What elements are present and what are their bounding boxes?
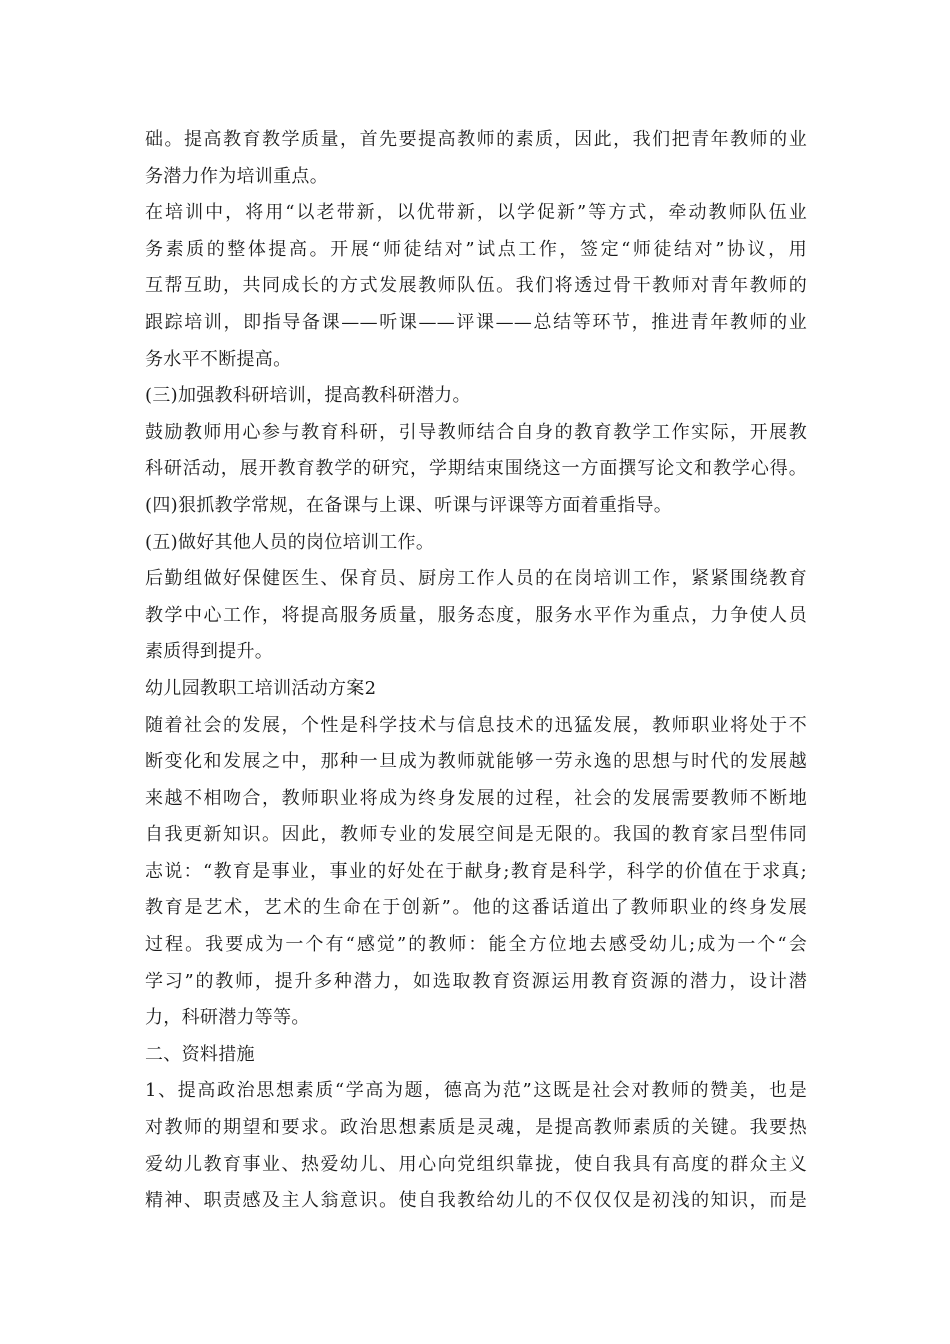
text-line: 础。提高教育教学质量，首先要提高教师的素质，因此，我们把青年教师的业 xyxy=(145,129,807,150)
text-line: 务水平不断提高。 xyxy=(145,348,292,370)
text-line: 力，科研潜力等等。 xyxy=(145,1007,310,1029)
text-line: 互帮互助，共同成长的方式发展教师队伍。我们将透过骨干教师对青年教师的 xyxy=(145,275,807,297)
text-line: (五)做好其他人员的岗位培训工作。 xyxy=(145,531,435,553)
text-line: (三)加强教科研培训，提高教科研潜力。 xyxy=(145,385,471,407)
text-line: 精神、职责感及主人翁意识。使自我教给幼儿的不仅仅仅是初浅的知识，而是 xyxy=(145,1190,807,1212)
text-line: 务潜力作为培训重点。 xyxy=(145,165,328,187)
text-line: 随着社会的发展，个性是科学技术与信息技术的迅猛发展，教师职业将处于不 xyxy=(145,714,807,736)
text-line: 鼓励教师用心参与教育科研，引导教师结合自身的教育教学工作实际，开展教 xyxy=(145,421,807,443)
text-line: 自我更新知识。因此，教师专业的发展空间是无限的。我国的教育家吕型伟同 xyxy=(145,824,807,846)
text-line: 幼儿园教职工培训活动方案2 xyxy=(145,677,377,699)
text-line: 跟踪培训，即指导备课——听课——评课——总结等环节，推进青年教师的业 xyxy=(145,311,807,333)
text-line: 断变化和发展之中，那种一旦成为教师就能够一劳永逸的思想与时代的发展越 xyxy=(145,751,807,773)
text-line: 科研活动，展开教育教学的研究，学期结束围绕这一方面撰写论文和教学心得。 xyxy=(145,458,807,480)
text-line: 爱幼儿教育事业、热爱幼儿、用心向党组织靠拢，使自我具有高度的群众主义 xyxy=(145,1153,807,1175)
text-line: 素质得到提升。 xyxy=(145,641,274,663)
text-line: 1、提高政治思想素质“学高为题，德高为范”这既是社会对教师的赞美，也是 xyxy=(145,1080,807,1102)
text-line: 后勤组做好保健医生、保育员、厨房工作人员的在岗培训工作，紧紧围绕教育 xyxy=(145,568,807,590)
text-line: 志说：“教育是事业，事业的好处在于献身;教育是科学，科学的价值在于求真; xyxy=(145,860,807,882)
text-line: 过程。我要成为一个有“感觉”的教师：能全方位地去感受幼儿;成为一个“会 xyxy=(145,934,807,956)
text-line: 学习”的教师，提升多种潜力，如选取教育资源运用教育资源的潜力，设计潜 xyxy=(145,970,807,992)
text-line: 对教师的期望和要求。政治思想素质是灵魂，是提高教师素质的关键。我要热 xyxy=(145,1117,807,1139)
document-body xyxy=(145,122,807,1220)
text-line: 二、资料措施 xyxy=(145,1043,255,1065)
text-line: 教育是艺术，艺术的生命在于创新”。他的这番话道出了教师职业的终身发展 xyxy=(145,897,807,919)
text-line: 在培训中，将用“以老带新，以优带新，以学促新”等方式，牵动教师队伍业 xyxy=(145,202,807,224)
text-line: (四)狠抓教学常规，在备课与上课、听课与评课等方面着重指导。 xyxy=(145,494,673,516)
text-line: 来越不相吻合，教师职业将成为终身发展的过程，社会的发展需要教师不断地 xyxy=(145,787,807,809)
text-line: 教学中心工作，将提高服务质量，服务态度，服务水平作为重点，力争使人员 xyxy=(145,604,807,626)
text-line: 务素质的整体提高。开展“师徒结对”试点工作，签定“师徒结对”协议，用 xyxy=(145,238,807,260)
